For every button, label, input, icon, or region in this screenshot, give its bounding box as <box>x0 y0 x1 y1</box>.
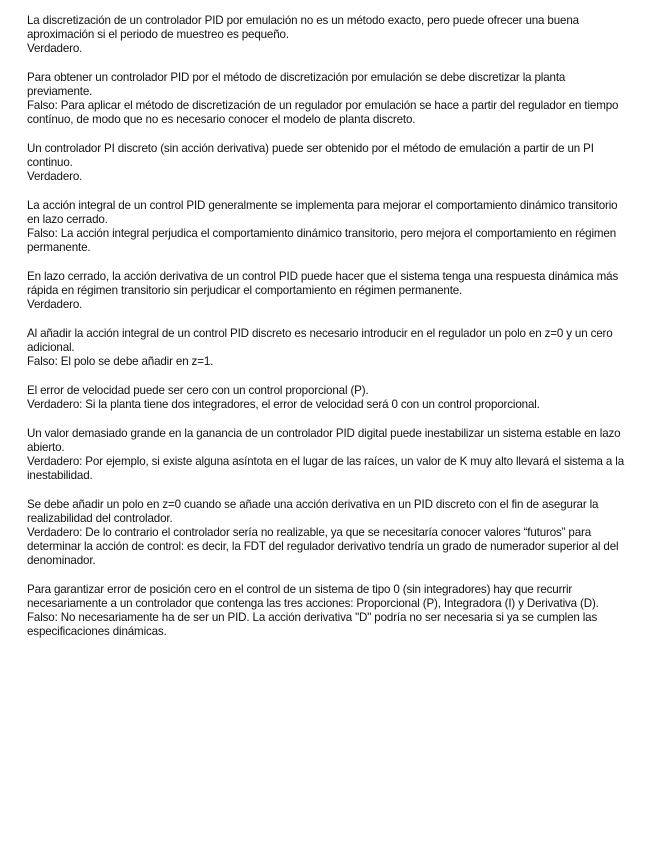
question-answer: Verdadero. <box>27 170 83 183</box>
question-answer: Falso: No necesariamente ha de ser un PID. La acción derivativa "D" podría no ser necesaria si ya se cumplen las especificaciones dinámicas. <box>27 611 598 638</box>
question-answer: Verdadero. <box>27 298 83 311</box>
question-answer: Falso: La acción integral perjudica el comportamiento dinámico transitorio, pero mejora el comportamiento en régimen permanente. <box>27 227 616 254</box>
document-body <box>27 14 630 654</box>
question-item-4 <box>27 199 630 255</box>
question-statement: Se debe añadir un polo en z=0 cuando se añade una acción derivativa en un PID discreto con el fin de asegurar la realizabilidad del controlador. <box>27 498 599 525</box>
question-statement: Al añadir la acción integral de un control PID discreto es necesario introducir en el regulador un polo en z=0 y un cero adicional. <box>27 327 613 354</box>
question-answer: Verdadero: Si la planta tiene dos integradores, el error de velocidad será 0 con un control proporcional. <box>27 398 540 411</box>
question-statement: Un valor demasiado grande en la ganancia de un controlador PID digital puede inestabilizar un sistema estable en lazo abierto. <box>27 427 621 454</box>
question-item-7 <box>27 384 630 412</box>
question-item-2 <box>27 71 630 127</box>
question-item-9 <box>27 498 630 568</box>
question-item-6 <box>27 327 630 369</box>
question-answer: Verdadero. <box>27 42 83 55</box>
question-statement: La discretización de un controlador PID por emulación no es un método exacto, pero puede ofrecer una buena aproximación si el periodo de muestreo es pequeño. <box>27 14 579 41</box>
question-statement: La acción integral de un control PID generalmente se implementa para mejorar el comportamiento dinámico transitorio en lazo cerrado. <box>27 199 618 226</box>
question-statement: Para garantizar error de posición cero en el control de un sistema de tipo 0 (sin integradores) hay que recurrir necesariamente a un controlador que contenga las tres acciones: Proporcional (P), Integradora (I) y Derivativa (D). <box>27 583 599 610</box>
question-statement: El error de velocidad puede ser cero con un control proporcional (P). <box>27 384 369 397</box>
question-answer: Falso: El polo se debe añadir en z=1. <box>27 355 214 368</box>
question-item-8 <box>27 427 630 483</box>
question-item-3 <box>27 142 630 184</box>
question-answer: Falso: Para aplicar el método de discretización de un regulador por emulación se hace a partir del regulador en tiempo contínuo, de modo que no es necesario conocer el modelo de planta discreto. <box>27 99 619 126</box>
question-statement: Para obtener un controlador PID por el método de discretización por emulación se debe discretizar la planta previamente. <box>27 71 566 98</box>
question-answer: Verdadero: Por ejemplo, si existe alguna asíntota en el lugar de las raíces, un valor de K muy alto llevará el sistema a la inestabilidad. <box>27 455 624 482</box>
question-statement: Un controlador PI discreto (sin acción derivativa) puede ser obtenido por el método de emulación a partir de un PI continuo. <box>27 142 594 169</box>
question-answer: Verdadero: De lo contrario el controlador sería no realizable, ya que se necesitaría conocer valores “futuros” para determinar la acción de control: es decir, la FDT del regulador derivativo tendría un grado de numerador superior al del denominador. <box>27 526 619 567</box>
question-statement: En lazo cerrado, la acción derivativa de un control PID puede hacer que el sistema tenga una respuesta dinámica más rápida en régimen transitorio sin perjudicar el comportamiento en régimen permanente. <box>27 270 619 297</box>
question-item-10 <box>27 583 630 639</box>
question-item-5 <box>27 270 630 312</box>
question-item-1 <box>27 14 630 56</box>
